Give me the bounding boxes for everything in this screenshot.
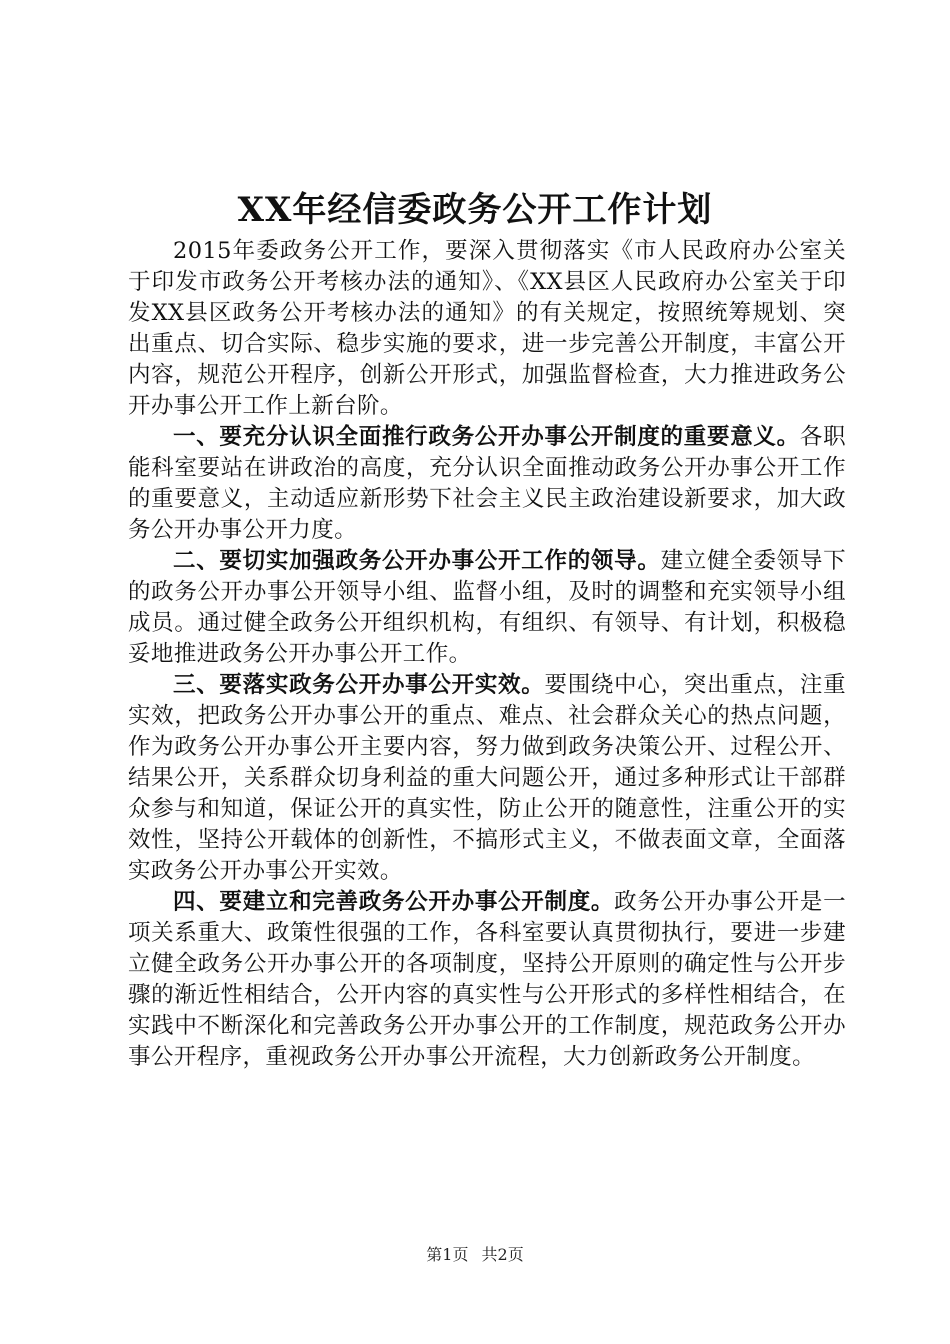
section-paragraph-1 [128, 422, 846, 546]
page-number: 第1页 [426, 1245, 469, 1264]
document-body [128, 236, 846, 1073]
section-text-4: 政务公开办事公开是一项关系重大、政策性很强的工作，各科室要认真贯彻执行，要进一步建立健全政务公开办事公开的各项制度，坚持公开原则的确定性与公开步骤的渐近性相结合，公开内容的真实性与公开形式的多样性相结合，在实践中不断深化和完善政务公开办事公开的工作制度，规范政务公开办事公开程序，重视政务公开办事公开流程，大力创新政务公开制度。 [128, 889, 846, 1070]
section-text-1: 各职能科室要站在讲政治的高度，充分认识全面推动政务公开办事公开工作的重要意义，主动适应新形势下社会主义民主政治建设新要求，加大政务公开办事公开力度。 [128, 424, 846, 543]
section-heading-1: 一、要充分认识全面推行政务公开办事公开制度的重要意义。 [173, 424, 800, 450]
section-heading-2: 二、要切实加强政务公开办事公开工作的领导。 [173, 548, 661, 574]
document-title: XX年经信委政务公开工作计划 [237, 190, 713, 230]
page-footer [0, 1244, 950, 1266]
intro-paragraph: 2015年委政务公开工作，要深入贯彻落实《市人民政府办公室关于印发市政务公开考核办法的通知》、《XX县区人民政府办公室关于印发XX县区政务公开考核办法的通知》的有关规定，按照统筹规划、突出重点、切合实际、稳步实施的要求，进一步完善公开制度，丰富公开内容，规范公开程序，创新公开形式，加强监督检查，大力推进政务公开办事公开工作上新台阶。 [128, 238, 846, 419]
page-total: 共2页 [481, 1245, 524, 1264]
section-paragraph-4 [128, 887, 846, 1073]
section-text-2: 建立健全委领导下的政务公开办事公开领导小组、监督小组，及时的调整和充实领导小组成员。通过健全政务公开组织机构，有组织、有领导、有计划，积极稳妥地推进政务公开办事公开工作。 [128, 548, 847, 667]
section-text-3: 要围绕中心，突出重点，注重实效，把政务公开办事公开的重点、难点、社会群众关心的热点问题，作为政务公开办事公开主要内容，努力做到政务决策公开、过程公开、结果公开，关系群众切身利益的重大问题公开，通过多种形式让干部群众参与和知道，保证公开的真实性，防止公开的随意性，注重公开的实效性，坚持公开载体的创新性，不搞形式主义，不做表面文章，全面落实政务公开办事公开实效。 [128, 672, 846, 884]
section-heading-4: 四、要建立和完善政务公开办事公开制度。 [173, 889, 615, 915]
section-paragraph-3 [128, 670, 846, 887]
section-heading-3: 三、要落实政务公开办事公开实效。 [173, 672, 545, 698]
section-paragraph-2 [128, 546, 846, 670]
